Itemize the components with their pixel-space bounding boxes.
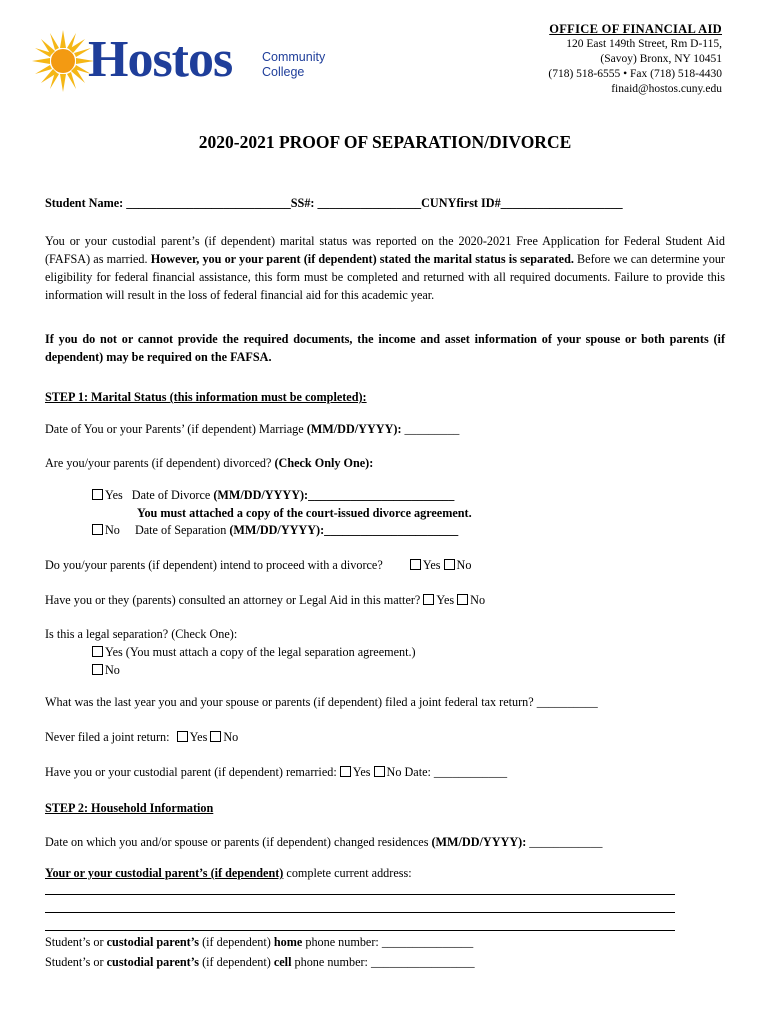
divorced-question [45,455,373,471]
legal-sep-no-label: No [105,663,120,677]
divorce-date-label: Date of Divorce [131,488,214,502]
divorced-question-instruction: (Check Only One): [274,456,374,470]
home-phone-text-2: custodial parent’s [106,935,200,949]
logo-sub-college: College [262,65,305,79]
marriage-date-line[interactable] [45,421,459,437]
home-phone-line[interactable] [45,934,473,950]
divorced-no-label: No [105,523,120,537]
never-filed-no-label: No [223,730,239,744]
legal-separation-yes-row [92,644,416,660]
intend-no-checkbox[interactable] [444,559,455,570]
attorney-no-label: No [470,593,486,607]
never-filed-yes-label: Yes [189,730,208,744]
home-phone-text-4: home [273,935,303,949]
remarried-yes-checkbox[interactable] [340,766,351,777]
separation-date-field[interactable]: (MM/DD/YYYY):______________________ [229,523,459,537]
cell-phone-blank[interactable]: phone number: _________________ [291,955,475,969]
divorced-yes-label: Yes [105,488,123,502]
sun-icon [30,28,96,94]
hostos-logo [30,28,350,98]
never-filed-yes-checkbox[interactable] [177,731,188,742]
never-filed-row [45,729,238,745]
cell-phone-text-4: cell [273,955,292,969]
attorney-yes-label: Yes [436,593,455,607]
divorce-note: You must attached a copy of the court-issued divorce agreement. [137,506,472,520]
divorce-date-field[interactable]: (MM/DD/YYYY):________________________ [213,488,455,502]
separation-date-label: Date of Separation [134,523,230,537]
marriage-date-format: (MM/DD/YYYY): [306,422,402,436]
office-phone-fax: (718) 518-6555 • Fax (718) 518-4430 [548,68,722,80]
never-filed-no-checkbox[interactable] [210,731,221,742]
attorney-yes-checkbox[interactable] [423,594,434,605]
home-phone-blank[interactable]: phone number: _______________ [302,935,474,949]
step2-heading: STEP 2: Household Information [45,801,214,815]
logo-subtitle [262,50,325,80]
address-label-bold: Your or your custodial parent’s (if dependent) [45,866,284,880]
student-info-line[interactable]: Student Name: ___________________________SS#: _________________CUNYfirst ID#____________________ [45,196,623,210]
intend-divorce-question: Do you/your parents (if dependent) intend to proceed with a divorce? [45,558,383,572]
cell-phone-line[interactable] [45,954,475,970]
divorced-yes-checkbox[interactable] [92,489,103,500]
logo-wordmark: Hostos [88,31,233,88]
legal-sep-yes-checkbox[interactable] [92,646,103,657]
address-label-line [45,865,412,881]
residence-change-label: Date on which you and/or spouse or parents (if dependent) changed residences [45,835,432,849]
address-line-1[interactable] [45,894,675,895]
address-line-3[interactable] [45,930,675,931]
residence-change-blank[interactable]: ____________ [526,835,603,849]
marriage-date-label: Date of You or your Parents’ (if dependent) Marriage [45,422,307,436]
address-line-2[interactable] [45,912,675,913]
remarried-question: Have you or your custodial parent (if dependent) remarried: [45,765,337,779]
home-phone-text-1: Student’s or [45,935,107,949]
joint-tax-question[interactable]: What was the last year you and your spouse or parents (if dependent) filed a joint federal tax return? __________ [45,695,598,709]
residence-change-format: (MM/DD/YYYY): [431,835,527,849]
attorney-row [45,592,485,608]
remarried-row [45,764,507,780]
intro-text-2: Before we can determine your eligibility for federal financial assistance, this form must be completed and returned with all required documents. Failure to provide this information will result in the loss of federal financial aid for this academic year. [45,252,725,302]
legal-separation-no-row [92,662,120,678]
remarried-date-field[interactable]: No Date: ____________ [386,765,508,779]
legal-sep-yes-label: Yes (You must attach a copy of the legal separation agreement.) [105,645,416,659]
intro-paragraph [45,232,725,304]
attorney-question: Have you or they (parents) consulted an attorney or Legal Aid in this matter? [45,593,421,607]
attorney-no-checkbox[interactable] [457,594,468,605]
warning-paragraph: If you do not or cannot provide the required documents, the income and asset information of your spouse or both parents (if dependent) may be required on the FAFSA. [45,332,725,364]
logo-sub-community: Community [262,50,326,64]
step1-heading: STEP 1: Marital Status (this information must be completed): [45,390,367,404]
divorced-yes-row [92,487,454,503]
office-title: OFFICE OF FINANCIAL AID [549,22,722,36]
divorced-no-row [92,522,458,538]
never-filed-question: Never filed a joint return: [45,730,170,744]
office-email: finaid@hostos.cuny.edu [611,83,722,95]
legal-separation-question: Is this a legal separation? (Check One): [45,627,238,641]
intend-no-label: No [456,558,472,572]
legal-sep-no-checkbox[interactable] [92,664,103,675]
cell-phone-text-3: (if dependent) [199,955,274,969]
office-address-block [548,22,722,97]
intend-divorce-row [45,557,471,573]
form-title: 2020-2021 PROOF OF SEPARATION/DIVORCE [198,132,572,152]
intro-text-bold: However, you or your parent (if dependent) stated the marital status is separated. [150,252,574,266]
intend-yes-checkbox[interactable] [410,559,421,570]
office-address-line-2: (Savoy) Bronx, NY 10451 [600,53,722,65]
residence-change-line[interactable] [45,834,602,850]
remarried-no-checkbox[interactable] [374,766,385,777]
intro-text-1: You or your custodial parent’s (if dependent) marital status was reported on the 2020-2021 Free Application for Federal Student Aid (FAFSA) as married. [45,234,725,266]
home-phone-text-3: (if dependent) [199,935,274,949]
address-label-text: complete current address: [283,866,412,880]
cell-phone-text-2: custodial parent’s [106,955,200,969]
divorced-question-text: Are you/your parents (if dependent) divorced? [45,456,275,470]
marriage-date-blank[interactable]: _________ [401,422,460,436]
cell-phone-text-1: Student’s or [45,955,107,969]
intend-yes-label: Yes [422,558,441,572]
office-address-line-1: 120 East 149th Street, Rm D-115, [566,38,722,50]
divorced-no-checkbox[interactable] [92,524,103,535]
remarried-yes-label: Yes [352,765,371,779]
